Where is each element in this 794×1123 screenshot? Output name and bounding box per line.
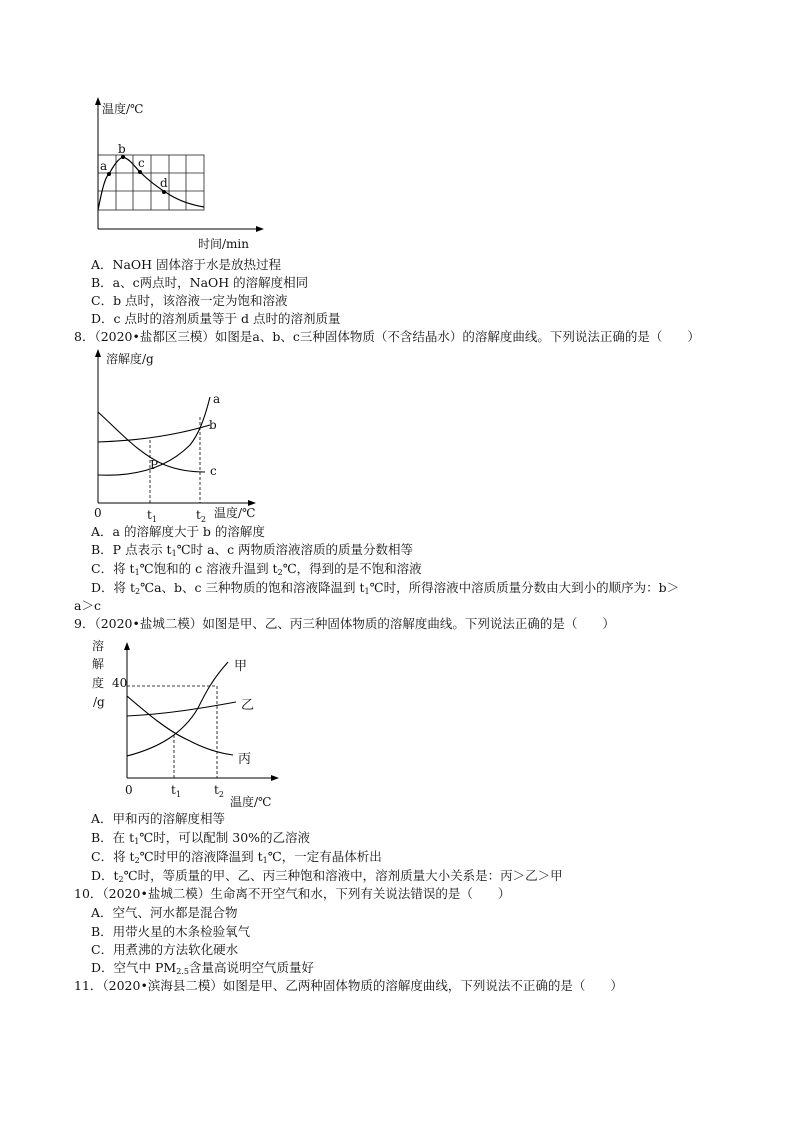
x-axis-arrow [256,226,264,232]
y-axis-arrow [95,349,101,357]
q11-stem: 11．（2020•滨海县二模）如图是甲、乙两种固体物质的溶解度曲线，下列说法不正确的是（ ） [74,978,623,993]
curve-label-b: b [209,418,217,432]
point-a [107,172,111,176]
q8-option-d: D．将 $t_2℃a$、b、c 三种物质的饱和溶液降温到 $t_1℃$时，所得溶液中溶质质量分数由大到小的顺序为：b＞ [91,580,680,596]
y-label-char-1: 溶 [92,639,105,653]
q10-stem: 10．（2020•盐城二模）生命离不开空气和水，下列有关说法错误的是（ ） [74,886,511,901]
point-p-label: P [150,458,159,472]
q9-option-d: D．$t_2℃$时，等质量的甲、乙、丙三种饱和溶液中，溶剂质量大小关系是：丙＞乙＞甲 [91,868,563,884]
x-axis-label: 温度/℃ [214,506,256,520]
t2-label: $t_2$ [196,508,206,524]
curve-label-bing: 丙 [238,752,252,767]
t1-label: $t_1$ [147,508,157,524]
q8-option-a: A．a 的溶解度大于 b 的溶解度 [91,524,265,539]
q8-solubility-graph [90,347,270,522]
q7-option-b: B．a、c两点时，NaOH 的溶解度相同 [91,275,309,290]
label-a: a [100,159,108,173]
q9-stem: 9．（2020•盐城二模）如图是甲、乙、丙三种固体物质的溶解度曲线。下列说法正确的是（ ） [74,616,615,631]
y-value-40: 40 [112,676,128,690]
q9-option-b: B．在 $t_1℃$时，可以配制 30%的乙溶液 [91,830,311,846]
y-axis-arrow [95,97,101,105]
q8-option-b: B．P 点表示 $t_1℃$时 a、c 两物质溶液溶质的质量分数相等 [91,542,414,558]
q8-option-d-continued: a＞c [74,598,101,613]
x-axis-label: 温度/℃ [230,795,272,809]
y-axis-label: 温度/℃ [102,102,144,116]
q10-option-b: B．用带火星的木条检验氧气 [91,924,251,939]
q7-option-c: C．b 点时，该溶液一定为饱和溶液 [91,293,288,308]
y-label-char-2: 解 [92,657,105,671]
q9-solubility-graph [88,636,288,811]
q7-option-d: D．c 点时的溶剂质量等于 d 点时的溶剂质量 [91,311,341,326]
q7-option-a: A．NaOH 固体溶于水是放热过程 [91,257,282,272]
t2-label: $t_2$ [214,783,224,799]
q9-option-c: C．将 $t_2℃$时甲的溶液降温到 $t_1℃$，一定有晶体析出 [91,849,382,865]
q8-stem: 8．（2020•盐都区三模）如图是a、b、c三种固体物质（不含结晶水）的溶解度曲线。下列说法正确的是（ ） [74,329,700,344]
y-label-char-3: 度 [92,676,105,690]
label-d: d [160,176,168,190]
y-axis-arrow [124,642,130,650]
y-label-char-4: /g [93,695,105,709]
point-d [162,190,166,194]
y-axis-label: 溶解度/g [106,352,154,366]
curve-label-jia: 甲 [234,659,248,674]
x-axis-arrow [271,775,279,781]
point-c [138,170,142,174]
curve-label-yi: 乙 [241,698,255,713]
q10-option-d: D．空气中 $PM_{2.5}$含量高说明空气质量好 [91,960,314,976]
temperature-time-graph [80,95,280,255]
q10-option-c: C．用煮沸的方法软化硬水 [91,942,239,957]
origin-label: 0 [125,783,133,797]
origin-label: 0 [94,506,102,520]
curve-yi [127,702,236,716]
q8-option-c: C．将 $t_1℃$饱和的 c 溶液升温到 $t_2℃$，得到的是不饱和溶液 [91,561,422,577]
x-axis-label: 时间/min [198,237,249,251]
curve-label-c: c [210,464,217,478]
q10-option-a: A．空气、河水都是混合物 [91,905,238,920]
label-b: b [118,142,126,156]
t1-label: $t_1$ [171,783,181,799]
q9-option-a: A．甲和丙的溶解度相等 [91,811,226,826]
curve-label-a: a [213,392,221,406]
label-c: c [138,156,145,170]
